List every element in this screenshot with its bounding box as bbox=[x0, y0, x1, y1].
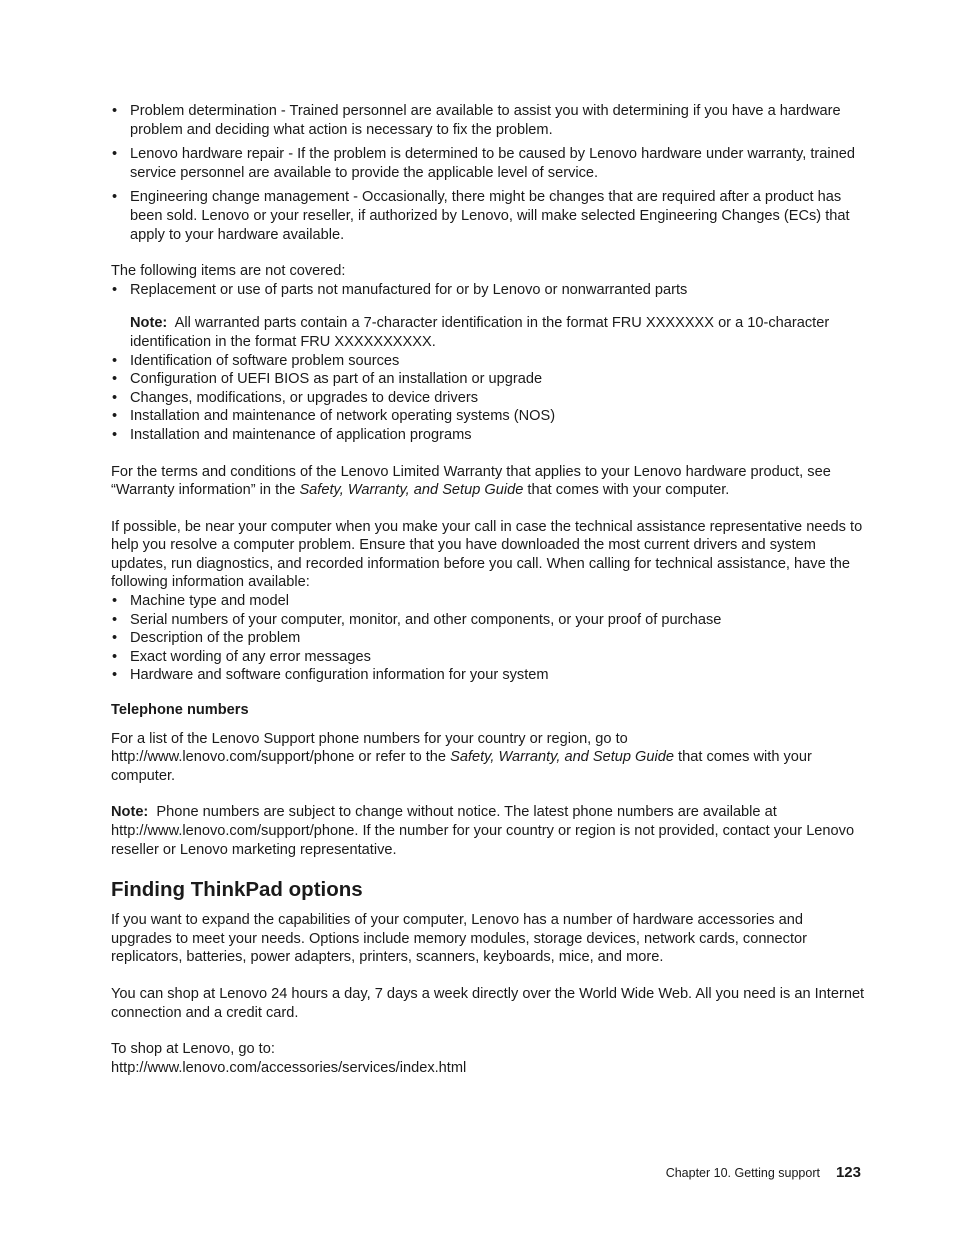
terms-text-end: that comes with your computer. bbox=[523, 482, 730, 499]
not-covered-first-list bbox=[111, 281, 867, 300]
guide-title: Safety, Warranty, and Setup Guide bbox=[450, 749, 674, 766]
telephone-paragraph bbox=[111, 730, 867, 786]
list-item: • Hardware and software configuration information for your system bbox=[111, 666, 867, 685]
telephone-heading: Telephone numbers bbox=[111, 702, 249, 719]
page-footer bbox=[560, 1163, 861, 1183]
service-list bbox=[111, 102, 867, 244]
list-item: • Exact wording of any error messages bbox=[111, 648, 867, 667]
call-prep-intro: If possible, be near your computer when you make your call in case the technical assistance representative needs to help you resolve a computer problem. Ensure that you have downloaded the most current drivers and system updates, run diagnostics, and recorded information before you call. When calling for technical assistance, have the following information available: bbox=[111, 518, 863, 591]
list-item: • Installation and maintenance of application programs bbox=[111, 426, 867, 445]
shop-paragraph: You can shop at Lenovo 24 hours a day, 7 days a week directly over the World Wide Web. All you need is an Internet connection and a credit card. bbox=[111, 985, 865, 1021]
page-content bbox=[111, 102, 867, 1077]
note-label: Note: bbox=[130, 315, 168, 332]
phone-note bbox=[111, 803, 867, 859]
list-item: • Lenovo hardware repair - If the problem is determined to be caused by Lenovo hardware under warranty, trained service personnel are available to provide the applicable level of service. bbox=[111, 145, 867, 182]
page-number: 123 bbox=[835, 1164, 861, 1181]
guide-title: Safety, Warranty, and Setup Guide bbox=[299, 482, 524, 499]
list-item: • Configuration of UEFI BIOS as part of an installation or upgrade bbox=[111, 370, 867, 389]
list-item: • Changes, modifications, or upgrades to device drivers bbox=[111, 389, 867, 408]
list-item: • Serial numbers of your computer, monitor, and other components, or your proof of purchase bbox=[111, 611, 867, 630]
chapter-label: Chapter 10. Getting support bbox=[665, 1166, 820, 1180]
note-text: All warranted parts contain a 7-character identification in the format FRU XXXXXXX or a 10-character identification in the format FRU XXXXXXXXXX. bbox=[130, 315, 830, 350]
not-covered-list bbox=[111, 352, 867, 445]
call-prep-list bbox=[111, 592, 867, 685]
parts-note bbox=[111, 314, 867, 351]
section-title: Finding ThinkPad options bbox=[111, 878, 363, 902]
warranty-terms-paragraph bbox=[111, 463, 867, 500]
list-item: • Description of the problem bbox=[111, 629, 867, 648]
options-paragraph: If you want to expand the capabilities of your computer, Lenovo has a number of hardware accessories and upgrades to meet your needs. Options include memory modules, storage devices, network cards, connector replicators, batteries, power adapters, printers, scanners, keyboards, mice, and more. bbox=[111, 912, 807, 966]
list-item: • Engineering change management - Occasionally, there might be changes that are required after a product has been sold. Lenovo or your reseller, if authorized by Lenovo, will make selected Engineering Changes (ECs) that apply to your hardware available. bbox=[111, 188, 867, 244]
terms-text: For the terms and conditions of the Lenovo Limited Warranty that applies to your Lenovo hardware product, see “Warranty information” in the bbox=[111, 463, 831, 499]
list-item: • Problem determination - Trained personnel are available to assist you with determining if you have a hardware problem and deciding what action is necessary to fix the problem. bbox=[111, 102, 867, 139]
list-item: • Identification of software problem sources bbox=[111, 352, 867, 371]
shop-intro: To shop at Lenovo, go to: bbox=[111, 1041, 275, 1058]
telephone-text-end: that comes with your computer. bbox=[111, 749, 812, 784]
list-item: • Replacement or use of parts not manufactured for or by Lenovo or nonwarranted parts bbox=[111, 281, 867, 300]
list-item: • Machine type and model bbox=[111, 592, 867, 611]
note-text: Phone numbers are subject to change without notice. The latest phone numbers are available at http://www.lenovo.com/support/phone. If the number for your country or region is not provided, contact your Lenovo reseller or Lenovo marketing representative. bbox=[111, 804, 855, 858]
note-label: Note: bbox=[111, 804, 149, 821]
telephone-text: For a list of the Lenovo Support phone numbers for your country or region, go to http://www.lenovo.com/support/phone or refer to the bbox=[111, 730, 628, 766]
list-item: • Installation and maintenance of network operating systems (NOS) bbox=[111, 407, 867, 426]
shop-url: http://www.lenovo.com/accessories/services/index.html bbox=[111, 1059, 467, 1076]
not-covered-intro: The following items are not covered: bbox=[111, 263, 346, 280]
